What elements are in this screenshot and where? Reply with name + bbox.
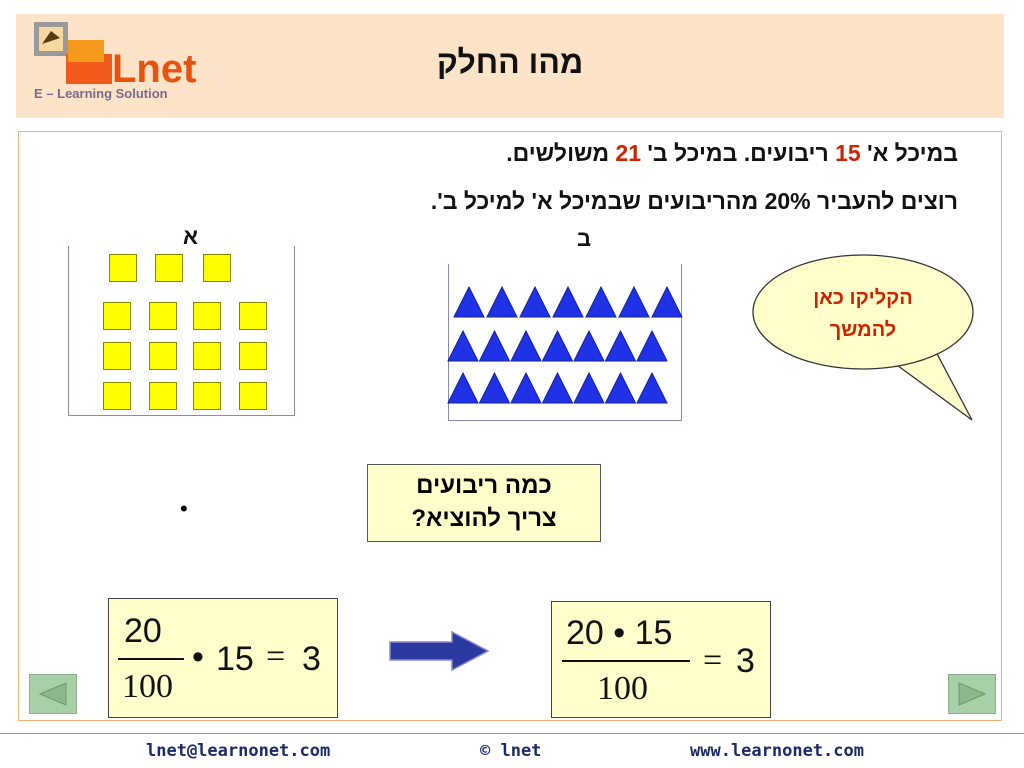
square-shape: [193, 302, 221, 330]
square-shape: [239, 302, 267, 330]
square-shape: [193, 382, 221, 410]
triangle-shape: [487, 287, 517, 317]
prev-button[interactable]: [29, 674, 77, 714]
container-b-label: ב: [577, 226, 592, 251]
square-shape: [103, 382, 131, 410]
next-button[interactable]: [948, 674, 996, 714]
page-title: מהו החלק: [436, 44, 584, 80]
right-arrow-icon: [388, 630, 492, 672]
container-a: [68, 246, 295, 416]
triangle-shape: [606, 373, 636, 403]
bubble-line-1[interactable]: הקליקו כאן: [813, 287, 913, 309]
formula2-fraction-bar: [562, 660, 690, 662]
dot-mark: •: [180, 496, 188, 521]
triangle-shape: [448, 331, 478, 361]
square-shape: [155, 254, 183, 282]
question-line-2: צריך להוציא?: [411, 505, 557, 532]
logo-tagline: E – Learning Solution: [34, 86, 168, 101]
formula2-result: 3: [736, 642, 755, 680]
square-shape: [239, 342, 267, 370]
continue-bubble[interactable]: [750, 250, 980, 425]
triangle-shape: [606, 331, 636, 361]
square-shape: [103, 302, 131, 330]
triangle-shape: [543, 331, 573, 361]
triangle-shape: [520, 287, 550, 317]
formula1-fraction-bar: [118, 658, 184, 660]
count-squares: 15: [835, 140, 861, 166]
formula2-numerator: 20 • 15: [566, 614, 673, 652]
formula1-operator: •: [192, 638, 204, 676]
square-shape: [109, 254, 137, 282]
triangle-shape: [574, 373, 604, 403]
svg-text:Lnet: Lnet: [112, 47, 197, 86]
triangle-shape: [553, 287, 583, 317]
triangle-shape: [511, 331, 541, 361]
triangle-shape: [543, 373, 573, 403]
triangle-shape: [511, 373, 541, 403]
next-triangle-icon: [949, 675, 995, 713]
formula1-equals: =: [266, 638, 286, 675]
triangle-shape: [652, 287, 682, 317]
square-shape: [149, 342, 177, 370]
square-shape: [149, 302, 177, 330]
footer-divider: [0, 733, 1024, 734]
bubble-line-2[interactable]: להמשך: [829, 319, 897, 341]
formula1-result: 3: [302, 640, 321, 678]
triangle-shape: [480, 331, 510, 361]
triangle-shape: [574, 331, 604, 361]
question-line-1: כמה ריבועים: [416, 472, 552, 499]
problem-text-part: ריבועים. במיכל ב': [641, 140, 836, 166]
triangles-group: [446, 285, 686, 410]
triangle-shape: [637, 331, 667, 361]
square-shape: [193, 342, 221, 370]
triangle-shape: [480, 373, 510, 403]
formula1-denominator: 100: [122, 668, 173, 705]
problem-line-2: רוצים להעביר 20% מהריבועים שבמיכל א' למיכל ב'.: [430, 188, 958, 214]
problem-line-1: [158, 140, 958, 167]
triangle-shape: [637, 373, 667, 403]
container-a-label: א: [183, 224, 199, 249]
triangle-shape: [619, 287, 649, 317]
logo: [28, 18, 198, 86]
prev-triangle-icon: [30, 675, 76, 713]
square-shape: [239, 382, 267, 410]
footer-website[interactable]: www.learnonet.com: [690, 741, 864, 761]
triangle-shape: [586, 287, 616, 317]
triangle-shape: [454, 287, 484, 317]
formula2-denominator: 100: [597, 670, 648, 707]
formula1-numerator: 20: [124, 612, 162, 650]
logo-graphic: [28, 18, 198, 86]
footer-email[interactable]: lnet@learnonet.com: [146, 741, 331, 761]
square-shape: [103, 342, 131, 370]
formula1-factor: 15: [216, 640, 254, 678]
square-shape: [149, 382, 177, 410]
footer-copyright: © lnet: [480, 741, 542, 761]
triangle-shape: [448, 373, 478, 403]
count-triangles: 21: [615, 140, 642, 166]
problem-text-part: במיכל א': [860, 140, 958, 166]
square-shape: [203, 254, 231, 282]
question-box: [367, 464, 601, 542]
problem-text-part: משולשים.: [506, 140, 616, 166]
formula2-equals: =: [703, 642, 723, 679]
